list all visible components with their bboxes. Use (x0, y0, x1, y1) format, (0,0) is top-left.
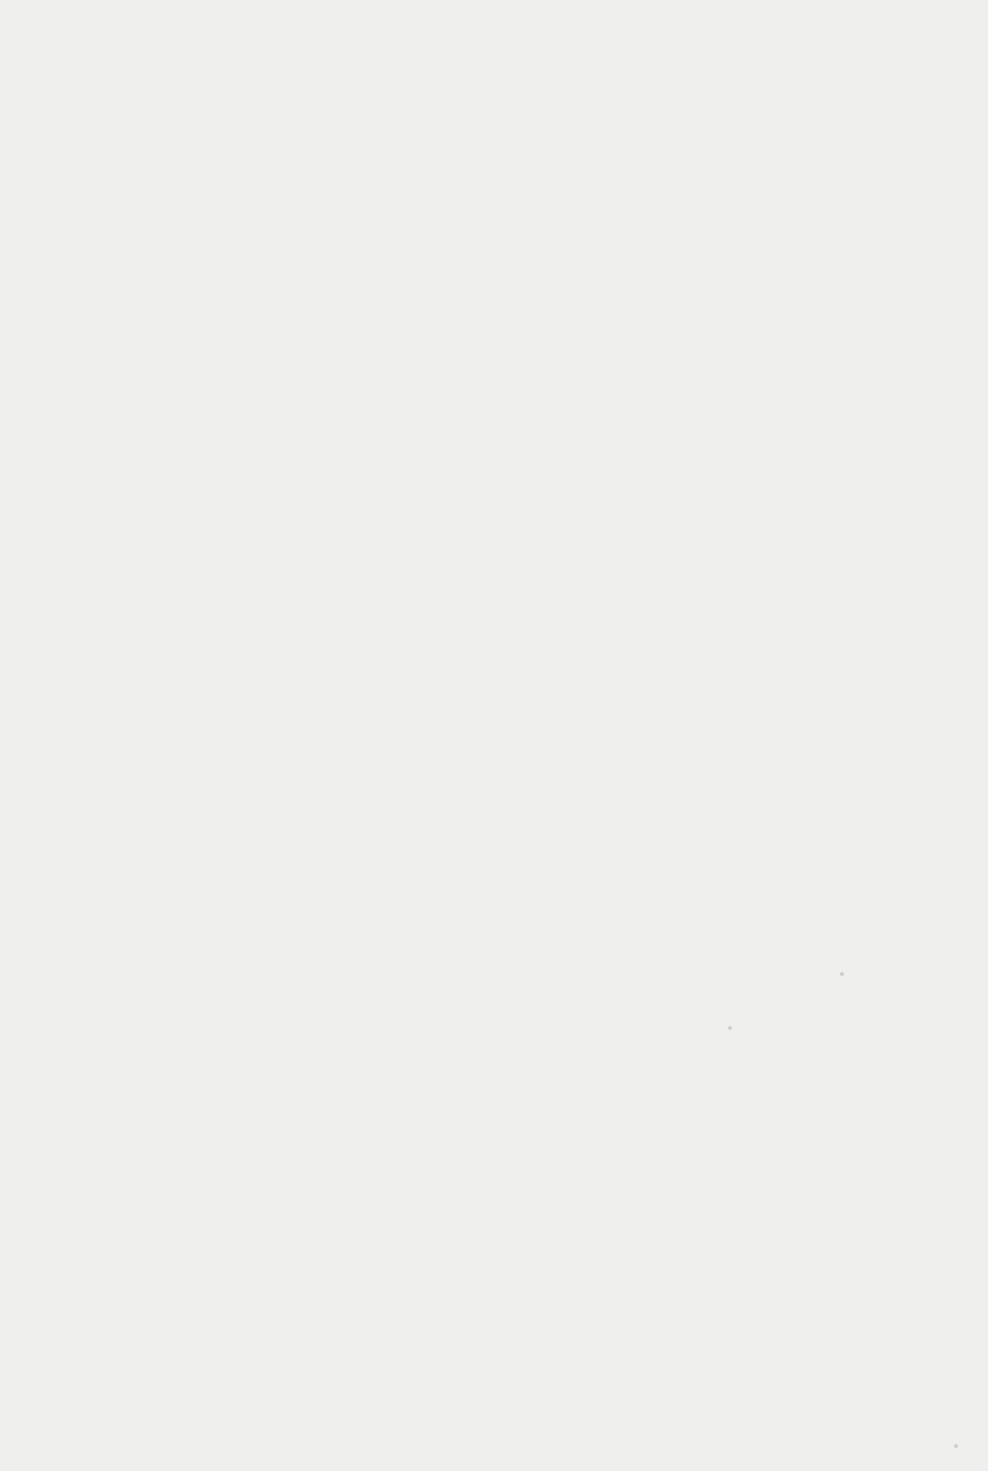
refrain-line (0, 1000, 988, 1050)
ink-speck (728, 1026, 732, 1030)
ink-speck (954, 1444, 958, 1448)
page-number (0, 1418, 988, 1468)
ink-speck (840, 972, 844, 976)
